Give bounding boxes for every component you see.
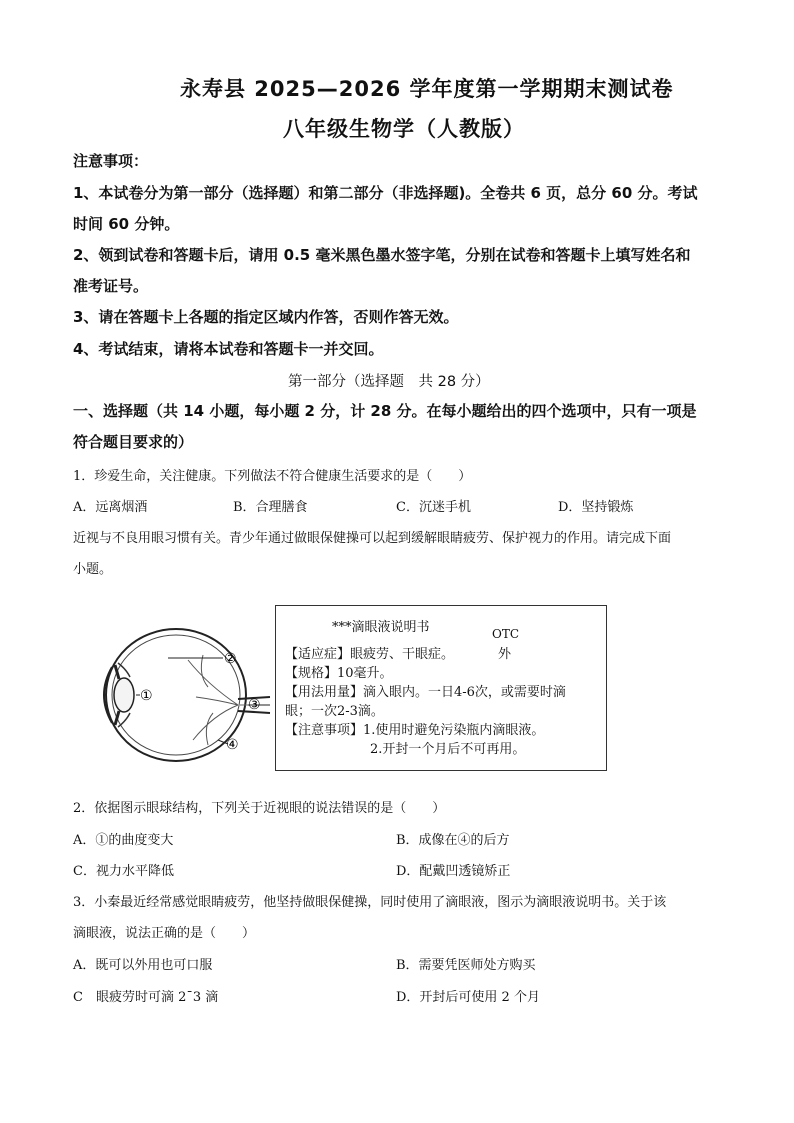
q1-stem: 1．珍爱生命，关注健康。下列做法不符合健康生活要求的是（ ） — [73, 469, 472, 484]
q2-option-d: D．配戴凹透镜矫正 — [396, 864, 511, 879]
q3-option-d: D．开封后可使用 2 个月 — [396, 990, 540, 1005]
section-instructions-line-2: 符合题目要求的） — [73, 433, 194, 451]
q2-option-b: B．成像在④的后方 — [396, 833, 510, 848]
label-retina: ④ — [226, 737, 239, 753]
passage-line-2: 小题。 — [73, 562, 113, 577]
leaflet-usage-line-1: 【用法用量】滴入眼内。一日4-6次，或需要时滴 — [285, 685, 566, 700]
note-2-line-2: 准考证号。 — [73, 277, 149, 295]
leaflet-title: ***滴眼液说明书 — [332, 620, 430, 635]
part1-heading: 第一部分（选择题 共 28 分） — [288, 374, 490, 390]
q1-option-a: A．远离烟酒 — [73, 500, 148, 515]
eyedrop-leaflet — [275, 605, 607, 771]
label-3: ③ — [248, 697, 261, 713]
q2-option-c: C．视力水平降低 — [73, 864, 174, 879]
q2-stem: 2．依据图示眼球结构，下列关于近视眼的说法错误的是（ ） — [73, 801, 446, 816]
q2-option-a: A．①的曲度变大 — [73, 833, 174, 848]
q3-stem-line-2: 滴眼液，说法正确的是（ ） — [73, 926, 256, 941]
q3-option-b: B．需要凭医师处方购买 — [396, 958, 536, 973]
note-3: 3、请在答题卡上各题的指定区域内作答，否则作答无效。 — [73, 308, 459, 326]
q1-option-b: B．合理膳食 — [233, 500, 308, 515]
passage-line-1: 近视与不良用眼习惯有关。青少年通过做眼保健操可以起到缓解眼睛疲劳、保护视力的作用。请完成下面 — [73, 531, 672, 546]
q3-option-c: C 眼疲劳时可滴 2¯3 滴 — [73, 990, 219, 1005]
label-2: ② — [224, 651, 237, 667]
note-4: 4、考试结束，请将本试卷和答题卡一并交回。 — [73, 340, 384, 358]
leaflet-caution-line-1: 【注意事项】1.使用时避免污染瓶内滴眼液。 — [285, 723, 545, 738]
note-1-line-1: 1、本试卷分为第一部分（选择题）和第二部分（非选择题)。全卷共 6 页，总分 60 分。考试 — [73, 184, 698, 202]
note-1-line-2: 时间 60 分钟。 — [73, 215, 180, 233]
label-lens: ① — [140, 688, 153, 704]
leaflet-spec: 【规格】10毫升。 — [285, 666, 393, 681]
notes-heading: 注意事项： — [73, 152, 149, 170]
q3-option-a: A．既可以外用也可口服 — [73, 958, 213, 973]
eyeball-diagram — [88, 605, 278, 765]
exam-title: 永寿县 2025—2026 学年度第一学期期末测试卷 — [180, 77, 674, 101]
leaflet-usage-line-2: 眼；一次2-3滴。 — [285, 704, 384, 719]
leaflet-indication: 【适应症】眼疲劳、干眼症。 — [285, 647, 455, 662]
section-instructions-line-1: 一、选择题（共 14 小题，每小题 2 分，计 28 分。在每小题给出的四个选项中，只有一项是 — [73, 402, 697, 420]
otc-label: OTC — [492, 627, 520, 641]
exam-subtitle: 八年级生物学（人教版） — [283, 117, 525, 141]
note-2-line-1: 2、领到试卷和答题卡后，请用 0.5 毫米黑色墨水签字笔，分别在试卷和答题卡上填写姓名和 — [73, 246, 691, 264]
q1-option-d: D．坚持锻炼 — [558, 500, 634, 515]
otc-external-label: 外 — [498, 647, 512, 662]
q3-stem-line-1: 3．小秦最近经常感觉眼睛疲劳，他坚持做眼保健操，同时使用了滴眼液，图示为滴眼液说明书。关于该 — [73, 895, 667, 910]
leaflet-caution-line-2: 2.开封一个月后不可再用。 — [370, 742, 526, 757]
q1-option-c: C．沉迷手机 — [396, 500, 471, 515]
